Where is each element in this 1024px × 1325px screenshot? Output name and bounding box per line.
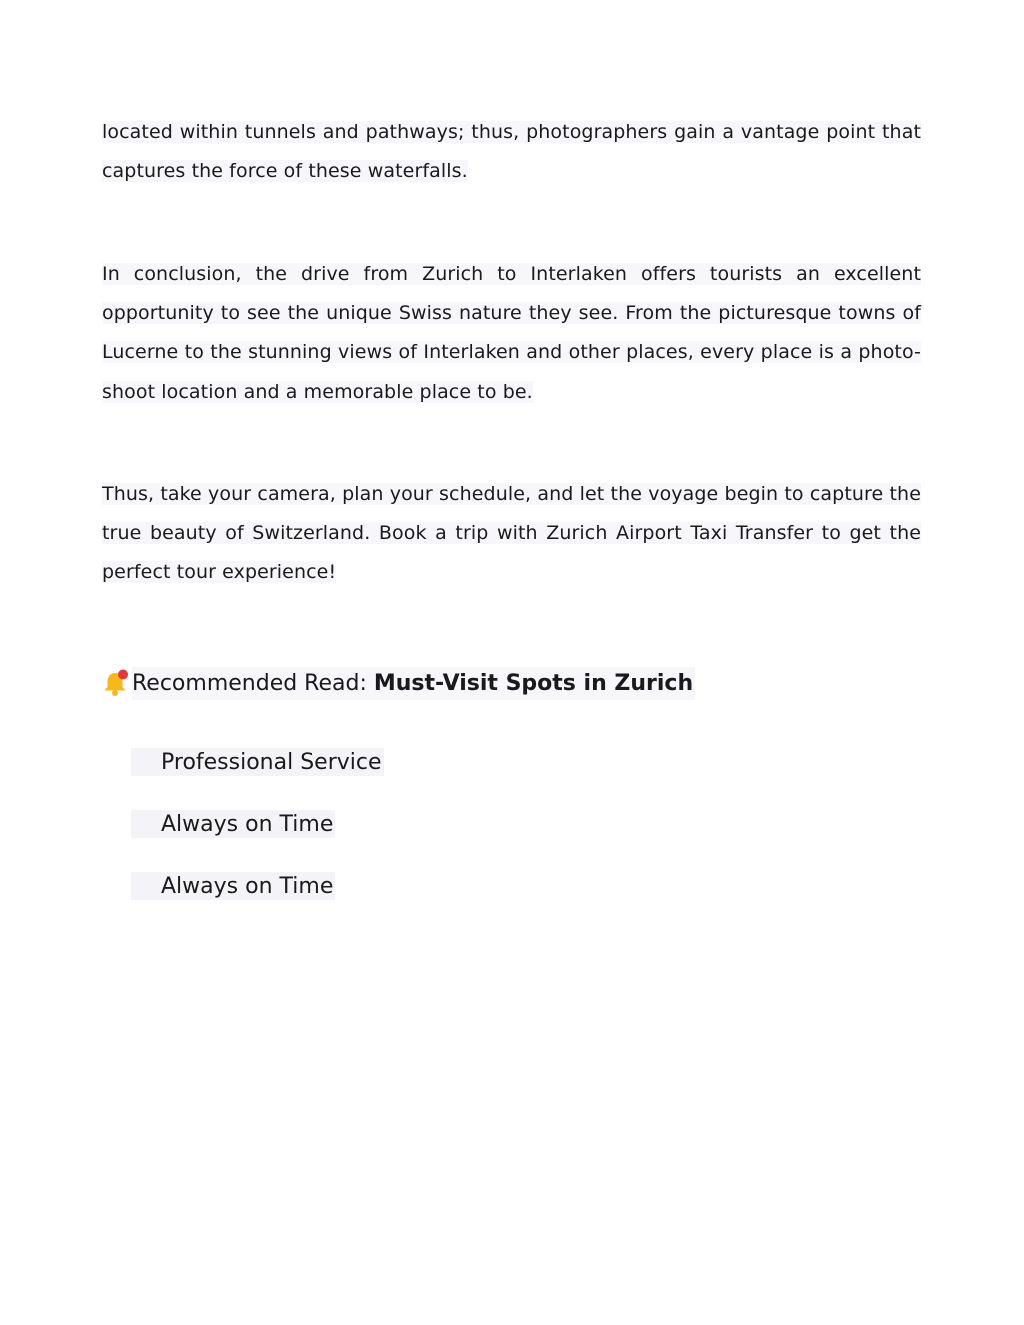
feature-icon-placeholder [131, 872, 161, 900]
feature-label: Always on Time [161, 811, 334, 837]
recommended-link[interactable]: Must-Visit Spots in Zurich [373, 670, 694, 696]
feature-icon-placeholder [131, 810, 161, 838]
feature-item [131, 872, 335, 900]
feature-item [131, 810, 335, 838]
feature-label: Always on Time [161, 873, 334, 899]
bell-notification-icon [102, 668, 130, 698]
paragraph-waterfalls [102, 113, 921, 191]
paragraph-conclusion [102, 255, 921, 412]
paragraph-text: located within tunnels and pathways; thus, photographers gain a vantage point that captures the force of these waterfalls. [102, 121, 921, 183]
feature-label: Professional Service [161, 749, 382, 775]
feature-item [131, 748, 384, 776]
paragraph-call-to-action [102, 475, 921, 593]
recommended-read [102, 662, 695, 704]
feature-icon-placeholder [131, 748, 161, 776]
paragraph-text: Thus, take your camera, plan your schedule, and let the voyage begin to capture the true beauty of Switzerland. Book a trip with Zurich Airport Taxi Transfer to get the perfect tour experience! [102, 483, 921, 584]
paragraph-text: In conclusion, the drive from Zurich to Interlaken offers tourists an excellent opportunity to see the unique Swiss nature they see. From the picturesque towns of Lucerne to the stunning views of Interlaken and other places, every place is a photo-shoot location and a memorable place to be. [102, 263, 921, 403]
recommended-prefix: Recommended Read: [132, 670, 374, 696]
recommended-read-text [132, 667, 695, 700]
